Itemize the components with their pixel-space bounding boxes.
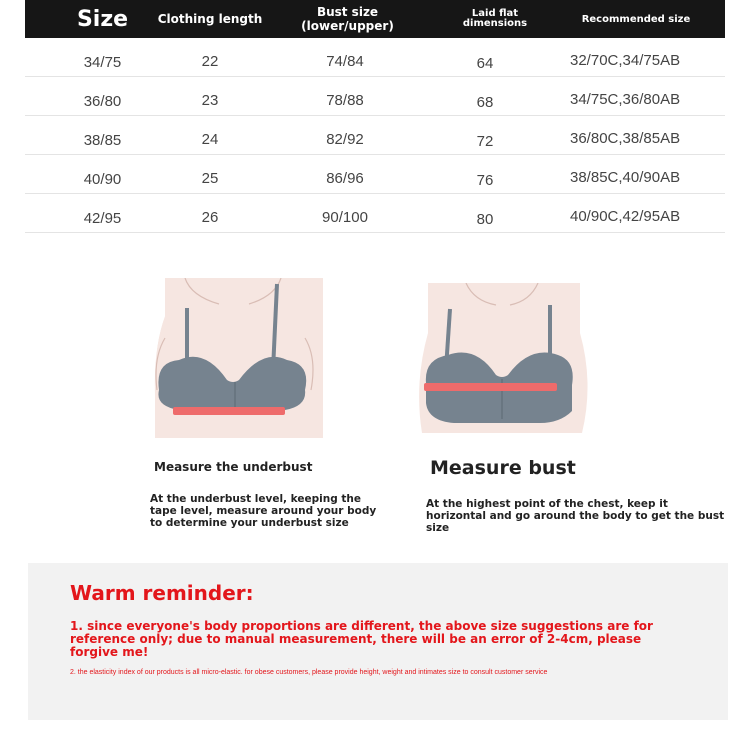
header-laid-flat-line2: dimensions — [462, 18, 528, 29]
underbust-title: Measure the underbust — [154, 460, 313, 474]
cell-recommended-size: 36/80C,38/85AB — [570, 130, 681, 147]
cell-clothing-length: 24 — [201, 131, 219, 148]
bust-title: Measure bust — [430, 457, 576, 479]
cell-bust-size: 78/88 — [326, 92, 364, 109]
table-row — [25, 38, 725, 77]
bust-description: At the highest point of the chest, keep it horizontal and go around the body to get the bust size — [426, 498, 725, 534]
table-row — [25, 116, 725, 155]
cell-bust-size: 86/96 — [326, 170, 364, 187]
cell-recommended-size: 32/70C,34/75AB — [570, 52, 681, 69]
underbust-illustration — [135, 278, 335, 438]
cell-laid-flat: 76 — [476, 172, 494, 189]
cell-laid-flat: 64 — [476, 55, 494, 72]
reminder-note-2: 2. the elasticity index of our products is all micro-elastic. for obese customers, please provide height, weight and intimates size to consult customer service — [70, 669, 548, 676]
cell-size: 34/75 — [83, 54, 122, 71]
table-row — [25, 155, 725, 194]
cell-laid-flat: 80 — [476, 211, 494, 228]
cell-bust-size: 74/84 — [326, 53, 364, 70]
reminder-title: Warm reminder: — [70, 581, 254, 605]
cell-size: 42/95 — [83, 210, 122, 227]
table-row — [25, 194, 725, 233]
cell-clothing-length: 26 — [201, 209, 219, 226]
header-size: Size — [76, 6, 129, 32]
cell-laid-flat: 72 — [476, 133, 494, 150]
cell-clothing-length: 25 — [201, 170, 219, 187]
size-table — [25, 0, 725, 233]
cell-recommended-size: 34/75C,36/80AB — [570, 91, 681, 108]
warm-reminder-panel — [28, 563, 728, 720]
reminder-note-1: 1. since everyone's body proportions are different, the above size suggestions are for reference only; due to manual measurement, there will be an error of 2-4cm, please forgive me! — [70, 619, 653, 659]
cell-bust-size: 90/100 — [322, 209, 368, 226]
cell-recommended-size: 38/85C,40/90AB — [570, 169, 681, 186]
table-row — [25, 77, 725, 116]
cell-size: 38/85 — [83, 132, 122, 149]
bust-illustration — [410, 283, 600, 433]
header-laid-flat-line1: Laid flat — [471, 8, 519, 19]
cell-bust-size: 82/92 — [326, 131, 364, 148]
cell-size: 36/80 — [83, 93, 122, 110]
cell-laid-flat: 68 — [476, 94, 494, 111]
cell-clothing-length: 22 — [201, 53, 219, 70]
underbust-description: At the underbust level, keeping the tape level, measure around your body to determine your underbust size — [150, 493, 377, 529]
header-clothing-length: Clothing length — [157, 12, 263, 26]
cell-recommended-size: 40/90C,42/95AB — [570, 208, 681, 225]
table-header — [25, 0, 725, 38]
header-recommended-size: Recommended size — [581, 13, 691, 25]
cell-clothing-length: 23 — [201, 92, 219, 109]
header-laid-flat — [445, 0, 545, 38]
cell-size: 40/90 — [83, 171, 122, 188]
header-bust-size: Bust size (lower/upper) — [301, 5, 394, 33]
